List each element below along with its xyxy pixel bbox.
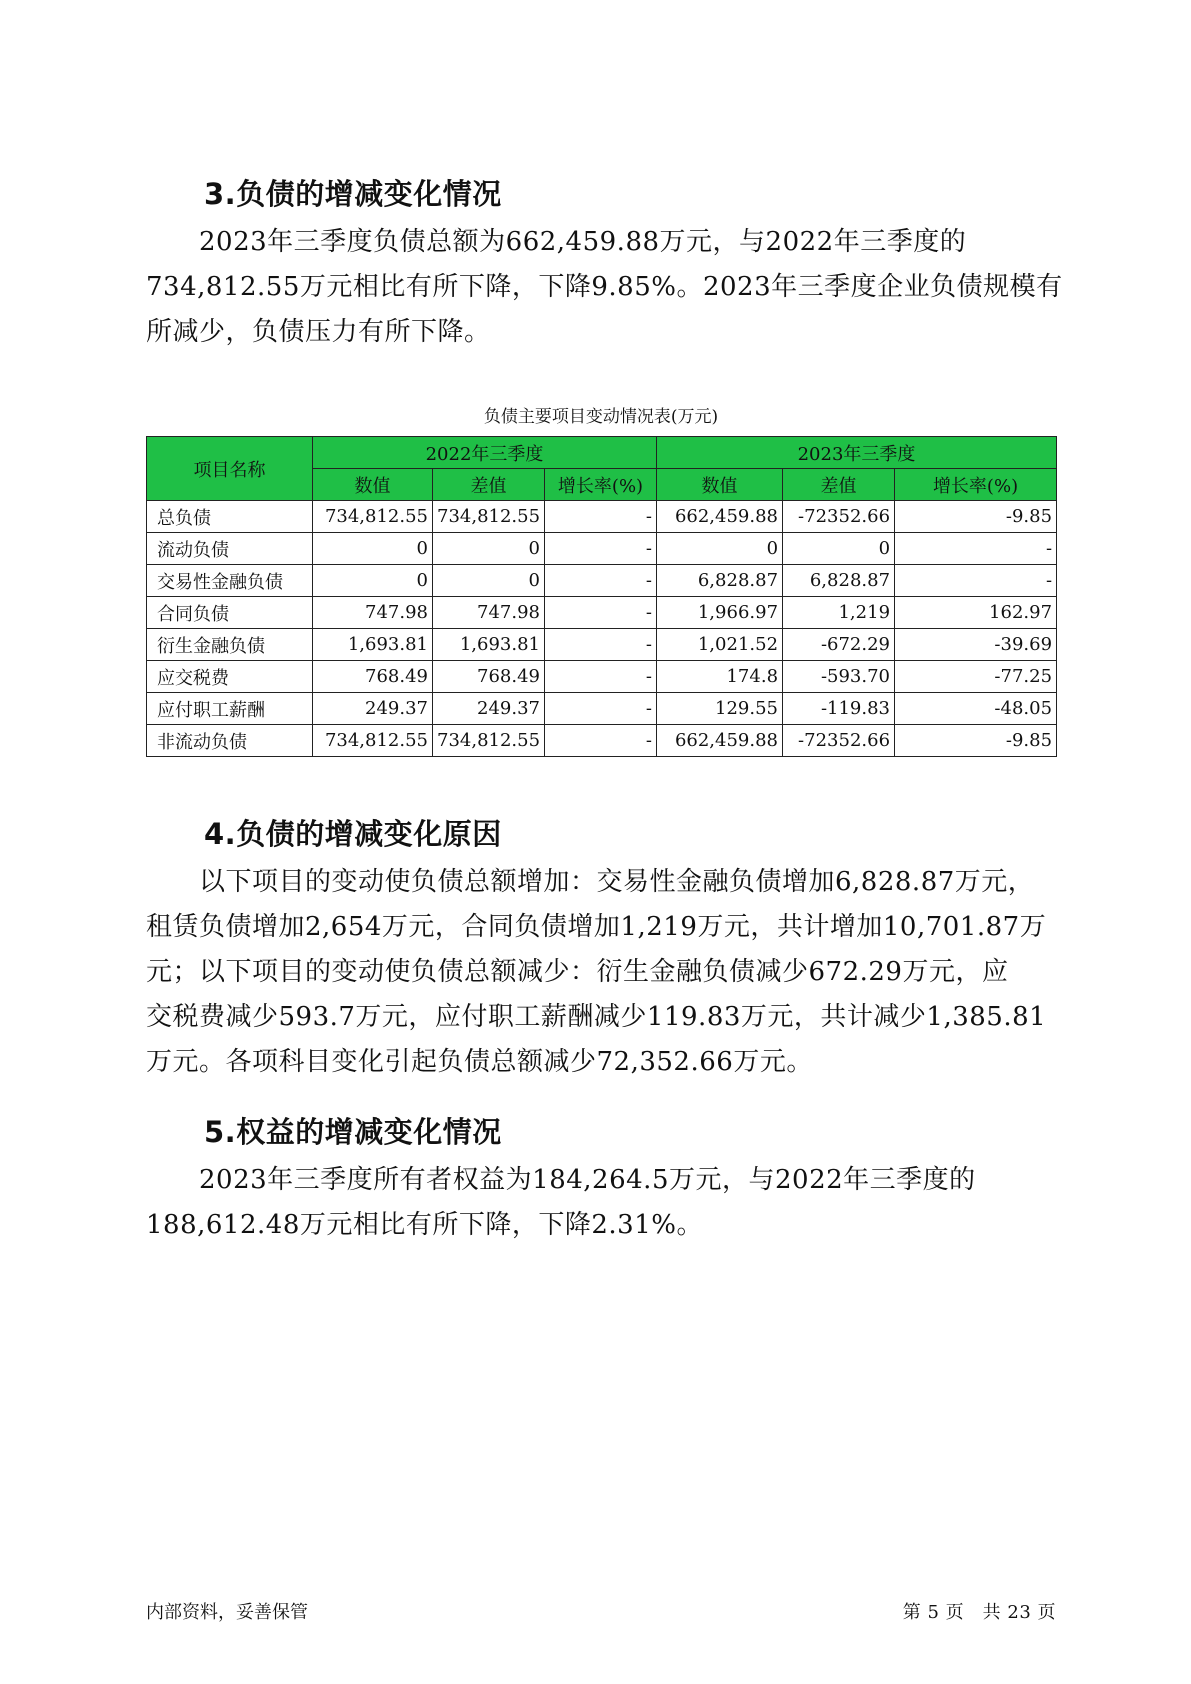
table-cell: 0 (657, 533, 783, 565)
row-label: 衍生金融负债 (147, 629, 313, 661)
table-cell: -593.70 (783, 661, 895, 693)
table-row (147, 725, 1057, 757)
table-cell: 249.37 (313, 693, 433, 725)
table-cell: - (895, 565, 1057, 597)
period-2023-header: 2023年三季度 (657, 437, 1057, 469)
table-cell: - (545, 693, 657, 725)
table-cell: 174.8 (657, 661, 783, 693)
table-cell: - (895, 533, 1057, 565)
paragraph-line: 元；以下项目的变动使负债总额减少：衍生金融负债减少672.29万元，应 (146, 957, 1009, 987)
table-cell: 734,812.55 (433, 501, 545, 533)
table-cell: 6,828.87 (657, 565, 783, 597)
paragraph-line: 2023年三季度所有者权益为184,264.5万元，与2022年三季度的 (146, 1165, 976, 1195)
table-cell: 768.49 (313, 661, 433, 693)
paragraph-line: 188,612.48万元相比有所下降，下降2.31%。 (146, 1210, 703, 1240)
table-cell: -72352.66 (783, 725, 895, 757)
table-cell: - (545, 629, 657, 661)
table-cell: 0 (313, 533, 433, 565)
table-row (147, 565, 1057, 597)
column-header: 差值 (433, 469, 545, 501)
table-row (147, 533, 1057, 565)
table-cell: 662,459.88 (657, 501, 783, 533)
table-cell: 6,828.87 (783, 565, 895, 597)
table-cell: - (545, 725, 657, 757)
column-header: 增长率(%) (895, 469, 1057, 501)
table-cell: 747.98 (433, 597, 545, 629)
table-cell: -39.69 (895, 629, 1057, 661)
table-row (147, 693, 1057, 725)
table-row (147, 629, 1057, 661)
table-cell: 734,812.55 (313, 725, 433, 757)
footer-page-number: 第 5 页 共 23 页 (902, 1602, 1056, 1623)
table-cell: 1,693.81 (313, 629, 433, 661)
table-cell: 1,219 (783, 597, 895, 629)
table-row (147, 661, 1057, 693)
section-4-heading: 4.负债的增减变化原因 (204, 817, 502, 851)
section-5-heading: 5.权益的增减变化情况 (204, 1115, 502, 1149)
section-3-paragraph (146, 220, 1063, 355)
table-cell: 1,693.81 (433, 629, 545, 661)
table-cell: - (545, 565, 657, 597)
table-cell: 0 (313, 565, 433, 597)
column-header: 差值 (783, 469, 895, 501)
item-name-header: 项目名称 (147, 437, 313, 501)
table-cell: 129.55 (657, 693, 783, 725)
paragraph-line: 租赁负债增加2,654万元，合同负债增加1,219万元，共计增加10,701.87万 (146, 912, 1047, 942)
row-label: 流动负债 (147, 533, 313, 565)
table-caption: 负债主要项目变动情况表(万元) (483, 407, 719, 427)
liabilities-table (146, 436, 1057, 757)
table-cell: 1,966.97 (657, 597, 783, 629)
paragraph-line: 所减少，负债压力有所下降。 (146, 317, 491, 347)
section-5-paragraph (146, 1158, 1056, 1248)
table-cell: 0 (433, 533, 545, 565)
table-cell: 249.37 (433, 693, 545, 725)
paragraph-line: 万元。各项科目变化引起负债总额减少72,352.66万元。 (146, 1047, 813, 1077)
paragraph-line: 734,812.55万元相比有所下降，下降9.85%。2023年三季度企业负债规模有 (146, 272, 1063, 302)
table-cell: 734,812.55 (433, 725, 545, 757)
row-label: 应付职工薪酬 (147, 693, 313, 725)
row-label: 交易性金融负债 (147, 565, 313, 597)
table-cell: -119.83 (783, 693, 895, 725)
table-cell: -9.85 (895, 725, 1057, 757)
column-header: 增长率(%) (545, 469, 657, 501)
paragraph-line: 交税费减少593.7万元，应付职工薪酬减少119.83万元，共计减少1,385.81 (146, 1002, 1047, 1032)
column-header: 数值 (313, 469, 433, 501)
row-label: 应交税费 (147, 661, 313, 693)
table-row (147, 597, 1057, 629)
table-cell: -48.05 (895, 693, 1057, 725)
table-cell: 1,021.52 (657, 629, 783, 661)
table-cell: - (545, 533, 657, 565)
table-cell: 768.49 (433, 661, 545, 693)
table-cell: - (545, 597, 657, 629)
section-3-heading: 3.负债的增减变化情况 (204, 177, 502, 211)
section-4-paragraph (146, 860, 1056, 1085)
column-header: 数值 (657, 469, 783, 501)
table-cell: 747.98 (313, 597, 433, 629)
table-cell: -77.25 (895, 661, 1057, 693)
table-cell: - (545, 501, 657, 533)
table-cell: 734,812.55 (313, 501, 433, 533)
table-cell: -9.85 (895, 501, 1057, 533)
period-2022-header: 2022年三季度 (313, 437, 657, 469)
footer-confidential-note: 内部资料，妥善保管 (146, 1602, 308, 1623)
table-row (147, 501, 1057, 533)
table-cell: -72352.66 (783, 501, 895, 533)
row-label: 非流动负债 (147, 725, 313, 757)
table-cell: 0 (433, 565, 545, 597)
table-cell: -672.29 (783, 629, 895, 661)
paragraph-line: 2023年三季度负债总额为662,459.88万元，与2022年三季度的 (146, 227, 967, 257)
table-cell: 162.97 (895, 597, 1057, 629)
row-label: 总负债 (147, 501, 313, 533)
table-cell: 662,459.88 (657, 725, 783, 757)
table-cell: - (545, 661, 657, 693)
paragraph-line: 以下项目的变动使负债总额增加：交易性金融负债增加6,828.87万元， (146, 867, 1035, 897)
row-label: 合同负债 (147, 597, 313, 629)
table-cell: 0 (783, 533, 895, 565)
